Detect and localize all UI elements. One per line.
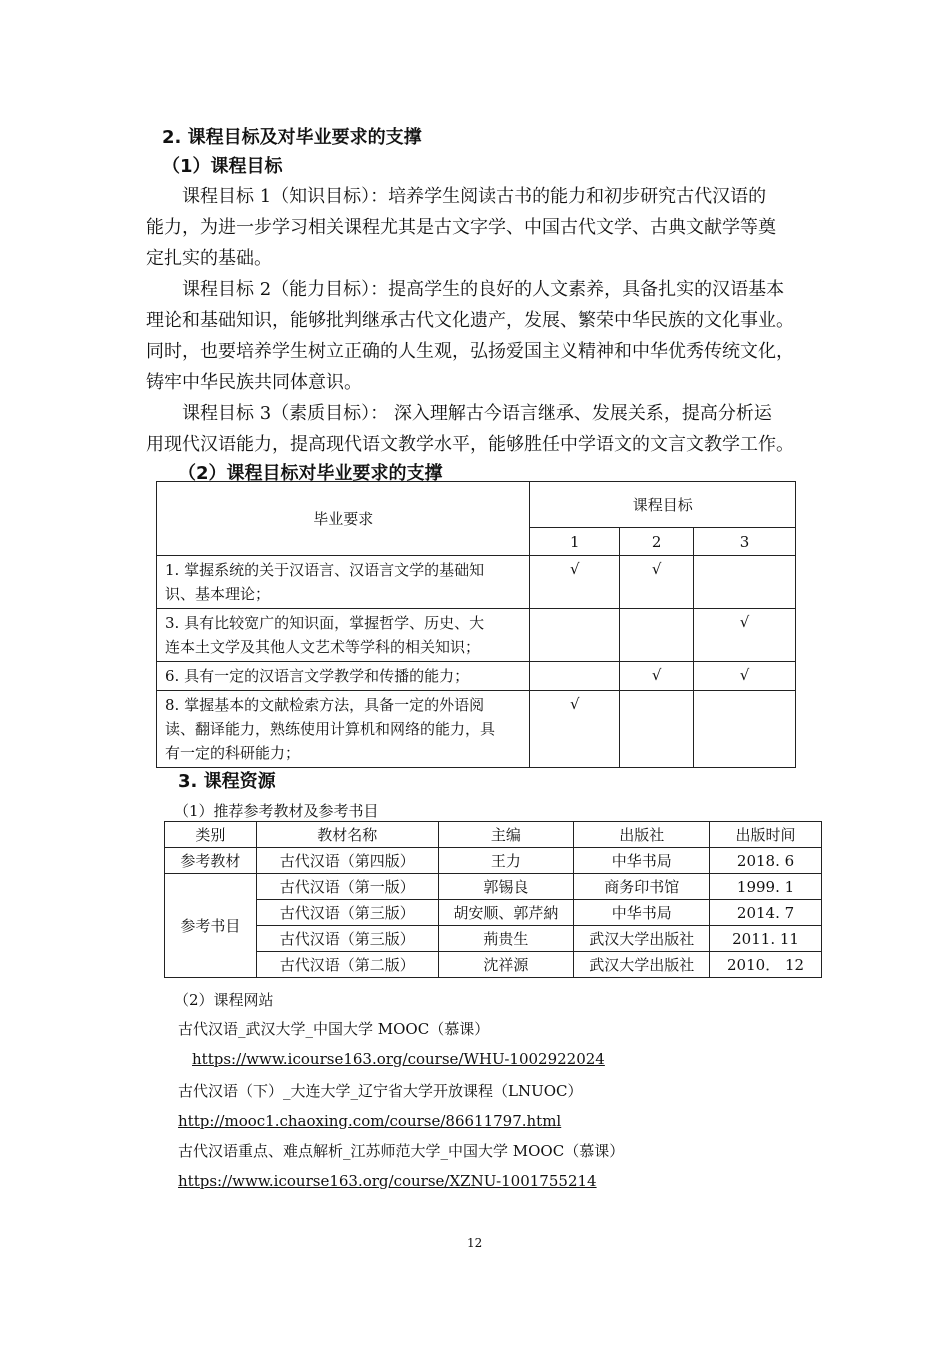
check-mark: √	[530, 691, 620, 768]
publisher-cell: 武汉大学出版社	[574, 926, 710, 952]
check-mark: √	[694, 662, 796, 691]
check-mark	[694, 556, 796, 609]
editor-cell: 胡安顺、郭芹納	[438, 900, 574, 926]
check-mark	[620, 609, 694, 662]
subheading-course-goals: （1）课程目标	[162, 156, 283, 177]
title-cell: 古代汉语（第三版）	[256, 900, 438, 926]
goal-col-header: 1	[530, 528, 620, 556]
requirement-text: 1. 掌握系统的关于汉语言、汉语言文学的基础知	[165, 561, 485, 579]
title-cell: 古代汉语（第四版）	[256, 848, 438, 874]
requirement-text: 有一定的科研能力；	[165, 744, 301, 762]
editor-cell: 王力	[438, 848, 574, 874]
table-row	[165, 848, 822, 874]
table-row	[165, 926, 822, 952]
table-row	[157, 556, 796, 609]
goal1-line: 课程目标 1（知识目标）：培养学生阅读古书的能力和初步研究古代汉语的	[182, 186, 767, 207]
col-header-category: 类别	[165, 822, 257, 848]
goal2-line: 课程目标 2（能力目标）：提高学生的良好的人文素养，具备扎实的汉语基本	[182, 279, 785, 300]
editor-cell: 荊贵生	[438, 926, 574, 952]
check-mark: √	[530, 556, 620, 609]
goal3-line: 用现代汉语能力，提高现代语文教学水平，能够胜任中学语文的文言文教学工作。	[146, 434, 794, 455]
goal2-line: 同时，也要培养学生树立正确的人生观，弘扬爱国主义精神和中华优秀传统文化，	[146, 341, 794, 362]
col-header-publisher: 出版社	[574, 822, 710, 848]
check-mark	[620, 691, 694, 768]
requirement-text: 连本土文学及其他人文艺术等学科的相关知识；	[165, 638, 481, 656]
check-mark	[530, 609, 620, 662]
col-header-title: 教材名称	[256, 822, 438, 848]
header-graduation-req: 毕业要求	[157, 482, 530, 556]
goal2-line: 铸牢中华民族共同体意识。	[146, 372, 362, 393]
website-link[interactable]: http://mooc1.chaoxing.com/course/86611797.html	[178, 1112, 562, 1130]
website-title: 古代汉语重点、难点解析_江苏师范大学_中国大学 MOOC（慕课）	[178, 1142, 625, 1160]
date-cell: 2011. 11	[710, 926, 822, 952]
goal1-line: 能力，为进一步学习相关课程尤其是古文字学、中国古代文学、古典文献学等奠	[146, 217, 776, 238]
requirement-text: 6. 具有一定的汉语言文学教学和传播的能力；	[165, 667, 470, 685]
requirement-cell	[157, 662, 530, 691]
table-row	[165, 874, 822, 900]
title-cell: 古代汉语（第三版）	[256, 926, 438, 952]
check-mark: √	[620, 556, 694, 609]
publisher-cell: 商务印书馆	[574, 874, 710, 900]
editor-cell: 沈祥源	[438, 952, 574, 978]
requirement-cell	[157, 691, 530, 768]
col-header-date: 出版时间	[710, 822, 822, 848]
table-row	[165, 952, 822, 978]
date-cell: 2014. 7	[710, 900, 822, 926]
requirement-text: 3. 具有比较宽广的知识面，掌握哲学、历史、大	[165, 614, 485, 632]
website-title: 古代汉语_武汉大学_中国大学 MOOC（慕课）	[178, 1020, 490, 1038]
website-link[interactable]: https://www.icourse163.org/course/XZNU-1001755214	[178, 1172, 597, 1190]
subheading-websites: （2）课程网站	[174, 991, 274, 1009]
date-cell: 2018. 6	[710, 848, 822, 874]
table-row	[157, 609, 796, 662]
goal-col-header: 2	[620, 528, 694, 556]
table-row	[157, 662, 796, 691]
date-cell: 2010． 12	[710, 952, 822, 978]
requirement-text: 读、翻译能力，熟练使用计算机和网络的能力，具	[165, 720, 496, 738]
table-row	[165, 900, 822, 926]
editor-cell: 郭锡良	[438, 874, 574, 900]
date-cell: 1999. 1	[710, 874, 822, 900]
col-header-editor: 主编	[438, 822, 574, 848]
table-row	[157, 691, 796, 768]
subheading-references: （1）推荐参考教材及参考书目	[174, 802, 379, 820]
section-heading-goals: 2. 课程目标及对毕业要求的支撑	[162, 127, 422, 148]
subheading-goal-support: （2）课程目标对毕业要求的支撑	[178, 463, 443, 484]
publisher-cell: 武汉大学出版社	[574, 952, 710, 978]
header-course-goals: 课程目标	[530, 482, 796, 528]
requirement-cell	[157, 556, 530, 609]
goal-col-header: 3	[694, 528, 796, 556]
check-mark: √	[694, 609, 796, 662]
page-number: 12	[467, 1236, 483, 1250]
website-title: 古代汉语（下）_大连大学_辽宁省大学开放课程（LNUOC）	[178, 1082, 583, 1100]
section-heading-resources: 3. 课程资源	[178, 771, 276, 792]
category-cell: 参考书目	[165, 874, 257, 978]
goal3-line: 课程目标 3（素质目标）： 深入理解古今语言继承、发展关系，提高分析运	[182, 403, 772, 424]
category-cell: 参考教材	[165, 848, 257, 874]
check-mark	[530, 662, 620, 691]
title-cell: 古代汉语（第一版）	[256, 874, 438, 900]
goal-support-table	[156, 481, 796, 768]
check-mark	[694, 691, 796, 768]
publisher-cell: 中华书局	[574, 900, 710, 926]
publisher-cell: 中华书局	[574, 848, 710, 874]
check-mark: √	[620, 662, 694, 691]
requirement-text: 8. 掌握基本的文献检索方法，具备一定的外语阅	[165, 696, 485, 714]
goal1-line: 定扎实的基础。	[146, 248, 272, 269]
title-cell: 古代汉语（第二版）	[256, 952, 438, 978]
requirement-text: 识、基本理论；	[165, 585, 271, 603]
goal2-line: 理论和基础知识，能够批判继承古代文化遗产，发展、繁荣中华民族的文化事业。	[146, 310, 794, 331]
website-link[interactable]: https://www.icourse163.org/course/WHU-1002922024	[192, 1050, 605, 1068]
requirement-cell	[157, 609, 530, 662]
reference-table	[164, 821, 822, 978]
